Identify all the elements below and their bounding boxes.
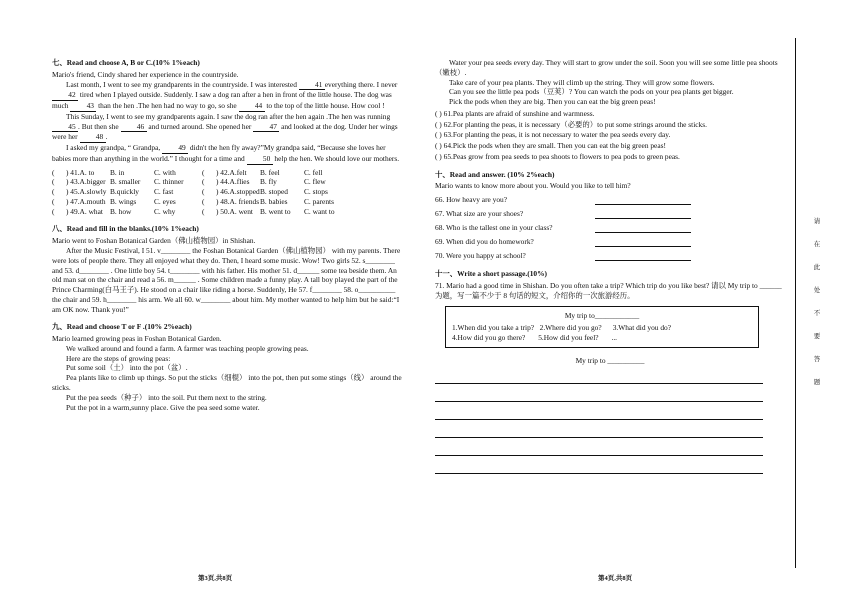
section-9-line: Here are the steps of growing peas: bbox=[66, 353, 171, 363]
box-questions-1: 1.When did you take a trip? 2.Where did you go? 3.What did you do? bbox=[452, 323, 671, 333]
section-8-paragraph: After the Music Festival, I 51. v________ the Foshan Botanical Garden（佛山植物园） with my parents. There were lots of people there. They all enjoyed what they do. Then, I heard some music. Wow! Two girls 52. s________ and 53. d________ . One little boy 54. t________ with his father. His mother 51. d______ some tea beside them. An old man sat on the chair and read a 56. m______ . Some children made a funny play. A tall boy played the part of the Prince Charming(白马王子). He stood on a chair like riding a horse. Suddenly, He 57. f________ 58. o__________ the chair and 59. h________ his arm. We all 60. w________ about him. My mother wanted to help him but he said:“I am OK now. Thank you!” bbox=[52, 246, 401, 314]
section-9-line: Put the pot in a warm,sunny place. Give the pea seed some water. bbox=[66, 402, 260, 412]
question-text: 68. Who is the tallest one in your class? bbox=[435, 223, 553, 233]
page-number-right: 第4页,共8页 bbox=[598, 575, 633, 582]
question-text: 67. What size are your shoes? bbox=[435, 209, 524, 219]
section-8-title: 八、Read and fill in the blanks.(10% 1%each) bbox=[52, 224, 199, 234]
question-text: 70. Were you happy at school? bbox=[435, 251, 526, 261]
pea-paragraph: Take care of your pea plants. They will climb up the string. They will grow some flowers. bbox=[449, 77, 715, 87]
true-false-item[interactable]: ( ) 65.Peas grow from pea seeds to pea shoots to flowers to pea pods to green peas. bbox=[435, 151, 680, 161]
section-9-line: We walked around and found a farm. A farmer was teaching people growing peas. bbox=[66, 343, 309, 353]
section-7-paragraph-3: I asked my grandpa, “ Grandpa, 49 didn't the hen fly away?”My grandpa said, “Because she loves her babies more than anything in the world.” I thought for a time and 50 help the hen. We should love our mothers. bbox=[52, 143, 400, 163]
true-false-list bbox=[435, 109, 785, 162]
answer-row bbox=[435, 233, 785, 247]
true-false-item[interactable]: ( ) 63.For planting the peas, it is not necessary to water the pea seeds every day. bbox=[435, 130, 671, 140]
writing-line[interactable] bbox=[435, 384, 763, 402]
answer-row bbox=[435, 191, 785, 205]
pea-paragraph: Can you see the little pea pods（豆荚）? You can watch the pods on your pea plants get bigger. bbox=[449, 87, 734, 97]
true-false-item[interactable]: ( ) 62.For planting the peas, it is necessary（必要的）to put some strings around the sticks. bbox=[435, 119, 707, 129]
answer-row bbox=[435, 219, 785, 233]
pea-paragraph: Water your pea seeds every day. They will start to grow under the soil. Soon you will see some little pea shoots（嫩枝）. bbox=[435, 58, 778, 77]
section-7-intro: Mario's friend, Cindy shared her experience in the countryside. bbox=[52, 69, 239, 79]
writing-hints-box bbox=[445, 306, 759, 347]
answer-line[interactable] bbox=[595, 218, 691, 219]
answer-row bbox=[435, 247, 785, 261]
answer-line[interactable] bbox=[595, 232, 691, 233]
section-9-intro: Mario learned growing peas in Foshan Botanical Garden. bbox=[52, 334, 222, 344]
section-7-title: 七、Read and choose A, B or C.(10% 1%each) bbox=[52, 58, 200, 67]
answer-line[interactable] bbox=[595, 204, 691, 205]
section-7-options: ( ) 41.A. to B. in C. with ( ) 42.A.felt B. feel C. fell ( ) 43.A.bigger B. smaller C. thinner ( ) 44.A.flies B. fly C. flew ( ) 45.A.slowly B.quickly C. fast ( ) 46.A.stopped B. stoped C. stops ( ) 47.A.mouth B. wings C. eyes ( ) 48.A. friends B. babies C. parents ( ) 49.A. what B. how C. why ( ) 50.A. went B. went to C. want to bbox=[52, 167, 335, 216]
section-7-paragraph-1: Last month, I went to see my grandparents in the countryside. I was interested 41 everything there. I never 42 tired when I played outside. Suddenly. I saw a dog ran after a hen in front of the little house. The dog was much 43 than the hen .The hen had no way to go, so she 44 to the top of the little house. How cool ! bbox=[52, 79, 398, 111]
writing-line[interactable] bbox=[435, 438, 763, 456]
question-text: 69. When did you do homework? bbox=[435, 237, 534, 247]
writing-line[interactable] bbox=[435, 366, 763, 384]
section-9-line: Put the pea seeds（种子） into the soil. Put them next to the string. bbox=[66, 392, 267, 402]
section-10-intro: Mario wants to know more about you. Would you like to tell him? bbox=[435, 181, 631, 191]
answer-line[interactable] bbox=[595, 260, 691, 261]
answer-row bbox=[435, 205, 785, 219]
left-column bbox=[52, 58, 402, 412]
section-9-line: Put some soil（土） into the pot（盆）. bbox=[66, 363, 188, 373]
writing-lines bbox=[435, 366, 785, 474]
section-9-title: 九、Read and choose T or F .(10% 2%each) bbox=[52, 322, 192, 332]
box-questions-2: 4.How did you go there? 5.How did you feel? ... bbox=[452, 333, 618, 343]
section-9-line: Pea plants like to climb up things. So put the sticks（细棍） into the pot, then put some stings（线） around the sticks. bbox=[52, 373, 402, 392]
true-false-item[interactable]: ( ) 64.Pick the pods when they are small. Then you can eat the big green peas! bbox=[435, 141, 666, 151]
true-false-item[interactable]: ( ) 61.Pea plants are afraid of sunshine and warmness. bbox=[435, 108, 595, 118]
writing-line[interactable] bbox=[435, 456, 763, 474]
question-text: 66. How heavy are you? bbox=[435, 195, 508, 205]
pea-paragraph: Pick the pods when they are big. Then you can eat the big green peas! bbox=[449, 97, 656, 107]
page-number-left: 第3页,共8页 bbox=[198, 575, 233, 582]
writing-line[interactable] bbox=[435, 402, 763, 420]
right-column bbox=[435, 58, 785, 474]
no-answer-zone-text: 请 在 此 处 不 要 答 题 bbox=[813, 218, 821, 386]
section-7-paragraph-2: This Sunday, I went to see my grandparents again. I saw the dog ran after the hen again .The hen was running 45 . But then she 46 and turned around. She opened her 47 and looked at the dog. Under her wings were her 48 . bbox=[52, 111, 398, 142]
section-8-intro: Mario went to Foshan Botanical Garden（佛山植物园）in Shishan. bbox=[52, 236, 256, 246]
writing-line[interactable] bbox=[435, 420, 763, 438]
section-10-title: 十、Read and answer. (10% 2%each) bbox=[435, 169, 555, 179]
box-title: My trip to____________ bbox=[564, 311, 640, 321]
binding-line bbox=[795, 38, 796, 568]
answer-line[interactable] bbox=[595, 246, 691, 247]
writing-title: My trip to __________ bbox=[575, 355, 645, 365]
section-11-prompt: 71. Mario had a good time in Shishan. Do you often take a trip? Which trip do you like best? 请以 My trip to ______ 为题，写一篇不少于 8 句话的短文，介绍你的一次旅游经历。 bbox=[435, 280, 782, 300]
section-11-title: 十一、Write a short passage.(10%) bbox=[435, 269, 547, 279]
